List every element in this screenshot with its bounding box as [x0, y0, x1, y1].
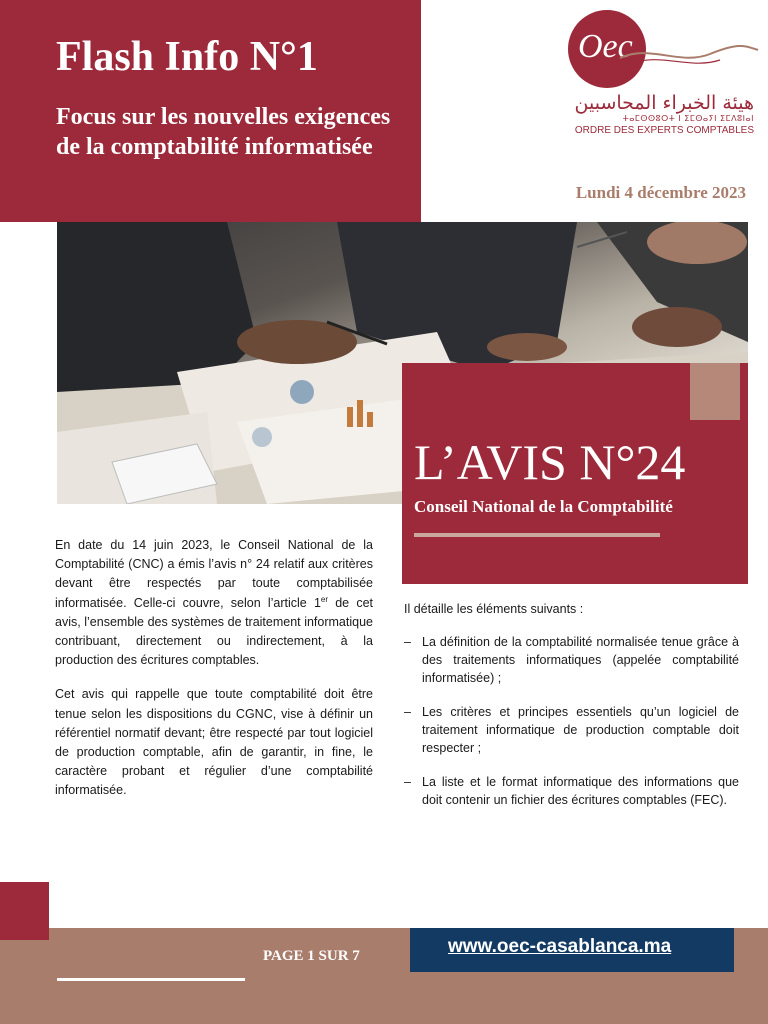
paragraph-2: Cet avis qui rappelle que toute comptabilité doit être tenue selon les dispositions du CGNC, vise à définir un référentiel normatif devant; être respecté par tout logiciel de production comptable, afin de garantir, in fine, le caractère probant et régulier d’une comptabilité informatisée.	[55, 687, 373, 798]
list-item	[404, 703, 739, 757]
avis-accent-square	[690, 363, 740, 420]
logo-tifinagh-name: ⵜⴰⵎⵙⵙⵓⵔⵜ ⵏ ⵉⵎⵙⴰⵢⵏ ⵉⵎⴷⵓⵏⴰⵏ	[622, 114, 754, 123]
paragraph-1	[55, 536, 373, 670]
logo-mark: Oec	[578, 28, 633, 65]
publication-date: Lundi 4 décembre 2023	[575, 183, 746, 202]
superscript: er	[320, 594, 329, 604]
page-title: Flash Info N°1	[56, 34, 318, 80]
dash-bullet: –	[404, 705, 411, 719]
avis-subtitle: Conseil National de la Comptabilité	[414, 497, 673, 516]
oec-logo	[560, 8, 768, 148]
footer-accent-block	[0, 882, 49, 940]
footer-divider	[57, 978, 245, 981]
page-number: PAGE 1 SUR 7	[263, 948, 360, 964]
website-link[interactable]: www.oec-casablanca.ma	[448, 936, 672, 957]
list-item	[404, 633, 739, 687]
dash-bullet: –	[404, 775, 411, 789]
paragraph-1-text: En date du 14 juin 2023, le Conseil National de la Comptabilité (CNC) a émis l’avis n° 24 relatif aux critères devant être respectés par toute comptabilisée informatisée. Celle-ci couvre, selon l’article 1	[55, 538, 373, 610]
left-column	[55, 536, 373, 816]
list-item-text: La définition de la comptabilité normalisée tenue grâce à des traitements informatiques (appelée comptabilité informatisée) ;	[422, 635, 739, 685]
paragraph-1-text-cont: de cet avis, l’ensemble des systèmes de traitement informatique contribuant, directement ou indirectement, à la production des écritures comptables.	[55, 595, 373, 668]
logo-french-name: ORDRE DES EXPERTS COMPTABLES	[574, 125, 754, 136]
right-column	[404, 600, 739, 825]
list-intro: Il détaille les éléments suivants :	[404, 602, 584, 616]
avis-divider	[414, 533, 660, 537]
list-item	[404, 773, 739, 809]
list-item-text: La liste et le format informatique des informations que doit contenir un fichier des écritures comptables (FEC).	[422, 775, 739, 807]
logo-arabic-name: هيئة الخبراء المحاسبين	[574, 92, 754, 114]
page-subtitle: Focus sur les nouvelles exigences de la comptabilité informatisée	[56, 104, 391, 160]
dash-bullet: –	[404, 635, 411, 649]
list-item-text: Les critères et principes essentiels qu’un logiciel de traitement informatique de production comptable doit respecter ;	[422, 705, 739, 755]
avis-title: L’AVIS N°24	[414, 434, 686, 490]
elements-list	[404, 633, 739, 809]
logo-swoosh-icon	[620, 36, 760, 76]
